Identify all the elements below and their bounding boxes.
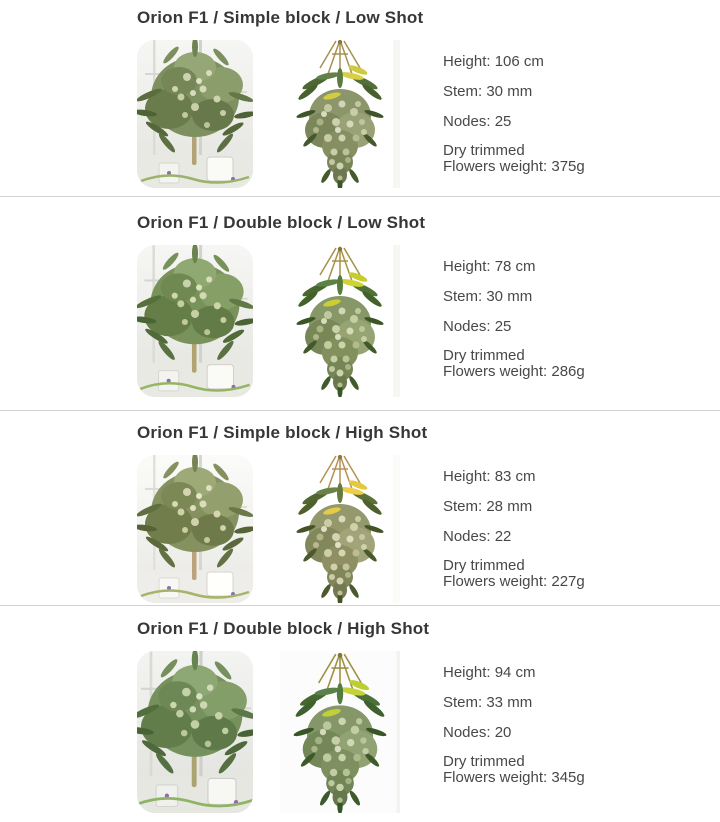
stat-flowers-weight-line2: Flowers weight: 227g bbox=[443, 573, 585, 590]
hanging-plant-photo bbox=[280, 245, 400, 397]
specimen-section-1 bbox=[0, 0, 720, 196]
stat-flowers-weight-line1: Dry trimmed bbox=[443, 557, 525, 574]
stats-column bbox=[443, 245, 585, 380]
section-content-row bbox=[137, 245, 720, 397]
stat-height: Height: 106 cm bbox=[443, 53, 544, 70]
stat-flowers-weight-line1: Dry trimmed bbox=[443, 142, 525, 159]
stat-nodes: Nodes: 22 bbox=[443, 528, 512, 545]
section-title: Orion F1 / Double block / Low Shot bbox=[137, 213, 426, 232]
section-content-row bbox=[137, 40, 720, 188]
section-content-row bbox=[137, 651, 720, 813]
stat-height: Height: 94 cm bbox=[443, 664, 536, 681]
grow-plant-illustration-icon bbox=[137, 245, 253, 397]
stat-flowers-weight-line1: Dry trimmed bbox=[443, 347, 525, 364]
hanging-plant-illustration-icon bbox=[280, 455, 400, 603]
stat-stem: Stem: 28 mm bbox=[443, 498, 533, 515]
stat-nodes: Nodes: 25 bbox=[443, 318, 512, 335]
stat-flowers-weight-line1: Dry trimmed bbox=[443, 753, 525, 770]
specimen-section-2 bbox=[0, 197, 720, 410]
stat-flowers-weight bbox=[443, 558, 585, 590]
specimen-section-4 bbox=[0, 606, 720, 822]
stat-flowers-weight bbox=[443, 348, 585, 380]
stat-flowers-weight bbox=[443, 754, 585, 786]
stat-stem: Stem: 30 mm bbox=[443, 83, 533, 100]
grow-room-photo bbox=[137, 455, 253, 603]
stats-column bbox=[443, 40, 585, 175]
stats-column bbox=[443, 455, 585, 590]
stat-height: Height: 78 cm bbox=[443, 258, 536, 275]
grow-plant-illustration-icon bbox=[137, 455, 253, 603]
grow-plant-illustration-icon bbox=[137, 40, 253, 188]
stat-flowers-weight-line2: Flowers weight: 345g bbox=[443, 769, 585, 786]
stat-stem: Stem: 30 mm bbox=[443, 288, 533, 305]
stats-column bbox=[443, 651, 585, 786]
stat-nodes: Nodes: 25 bbox=[443, 113, 512, 130]
section-title: Orion F1 / Double block / High Shot bbox=[137, 619, 430, 638]
hanging-plant-illustration-icon bbox=[280, 40, 400, 188]
section-content-row bbox=[137, 455, 720, 603]
hanging-plant-photo bbox=[280, 455, 400, 603]
grow-room-photo bbox=[137, 40, 253, 188]
stat-flowers-weight-line2: Flowers weight: 286g bbox=[443, 363, 585, 380]
grow-plant-illustration-icon bbox=[137, 651, 253, 813]
stat-flowers-weight bbox=[443, 143, 585, 175]
hanging-plant-illustration-icon bbox=[280, 245, 400, 397]
section-title: Orion F1 / Simple block / High Shot bbox=[137, 423, 428, 442]
stat-flowers-weight-line2: Flowers weight: 375g bbox=[443, 158, 585, 175]
hanging-plant-photo bbox=[280, 651, 400, 813]
grow-room-photo bbox=[137, 245, 253, 397]
specimen-section-3 bbox=[0, 411, 720, 605]
grow-room-photo bbox=[137, 651, 253, 813]
section-title: Orion F1 / Simple block / Low Shot bbox=[137, 8, 424, 27]
stat-stem: Stem: 33 mm bbox=[443, 694, 533, 711]
stat-nodes: Nodes: 20 bbox=[443, 724, 512, 741]
stat-height: Height: 83 cm bbox=[443, 468, 536, 485]
hanging-plant-photo bbox=[280, 40, 400, 188]
hanging-plant-illustration-icon bbox=[280, 651, 400, 813]
